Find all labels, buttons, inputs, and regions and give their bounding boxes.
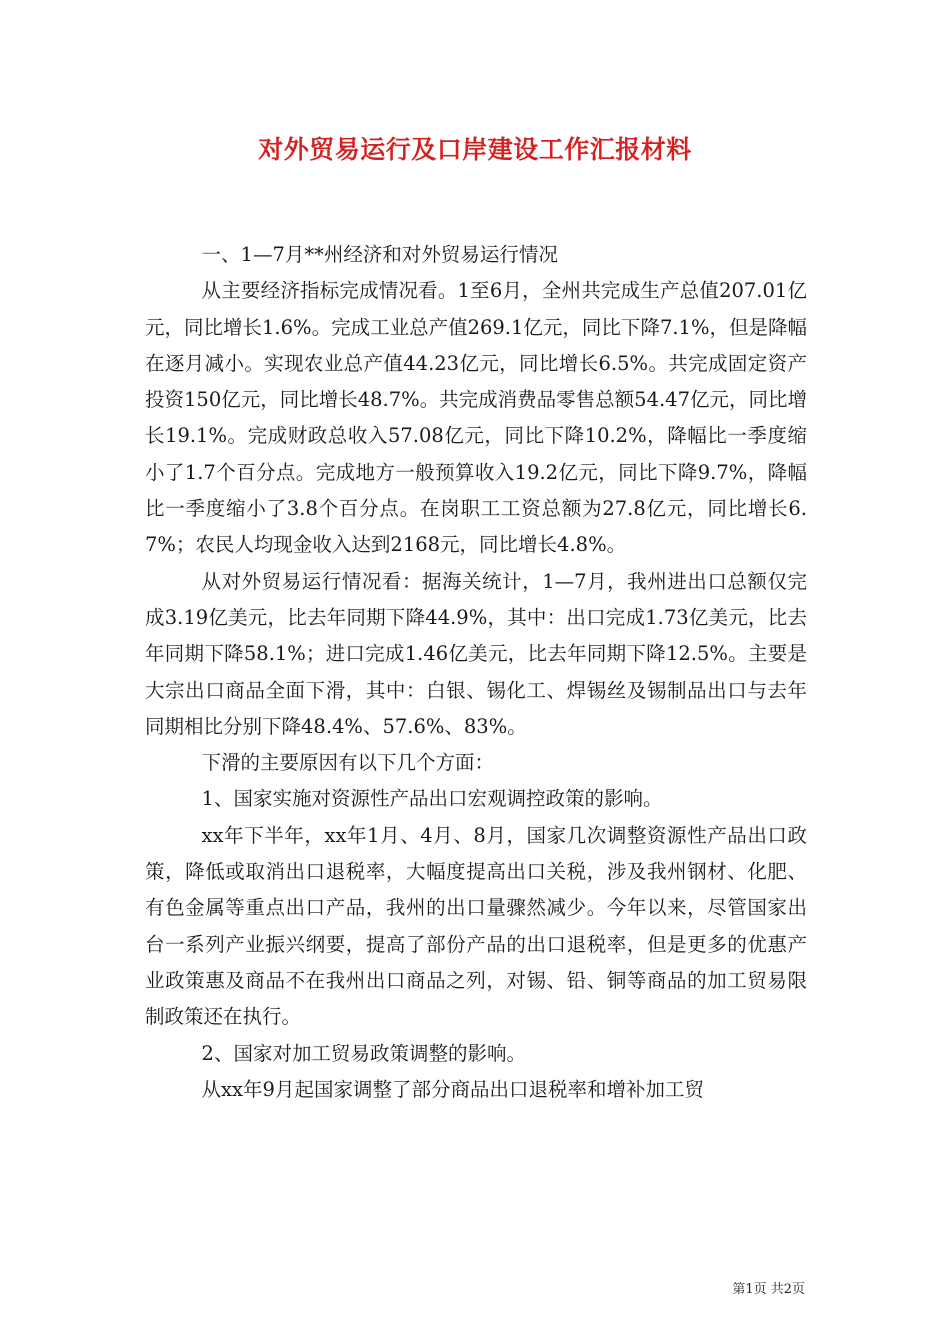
paragraph-foreign-trade: 从对外贸易运行情况看：据海关统计，1—7月，我州进出口总额仅完成3.19亿美元，比去年同期下降44.9%，其中：出口完成1.73亿美元，比去年同期下降58.1%；进口完成1.46亿美元，比去年同期下降12.5%。主要是大宗出口商品全面下滑，其中：白银、锡化工、焊锡丝及锡制品出口与去年同期相比分别下降48.4%、57.6%、83%。 (145, 569, 807, 738)
subheading-resource-policy: 1、国家实施对资源性产品出口宏观调控政策的影响。 (201, 787, 663, 811)
paragraph-decline-reasons: 下滑的主要原因有以下几个方面： (201, 751, 495, 775)
document-body (145, 237, 807, 1108)
paragraph-economic-indicators: 从主要经济指标完成情况看。1至6月，全州共完成生产总值207.01亿元，同比增长1.6%。完成工业总产值269.1亿元，同比下降7.1%，但是降幅在逐月减小。实现农业总产值44.23亿元，同比增长6.5%。共完成固定资产投资150亿元，同比增长48.7%。共完成消费品零售总额54.47亿元，同比增长19.1%。完成财政总收入57.08亿元，同比下降10.2%，降幅比一季度缩小了1.7个百分点。完成地方一般预算收入19.2亿元，同比下降9.7%，降幅比一季度缩小了3.8个百分点。在岗职工工资总额为27.8亿元，同比增长6.7%；农民人均现金收入达到2168元，同比增长4.8%。 (145, 279, 807, 557)
section-heading: 一、1—7月**州经济和对外贸易运行情况 (201, 243, 558, 266)
page-number-footer: 第1页 共2页 (732, 1282, 805, 1297)
paragraph-processing-trade: 从xx年9月起国家调整了部分商品出口退税率和增补加工贸 (201, 1077, 704, 1101)
document-title: 对外贸易运行及口岸建设工作汇报材料 (258, 135, 692, 164)
paragraph-resource-policy: xx年下半年，xx年1月、4月、8月，国家几次调整资源性产品出口政策，降低或取消出口退税率，大幅度提高出口关税，涉及我州钢材、化肥、有色金属等重点出口产品，我州的出口量骤然减少。今年以来，尽管国家出台一系列产业振兴纲要，提高了部份产品的出口退税率，但是更多的优惠产业政策惠及商品不在我州出口商品之列，对锡、铅、铜等商品的加工贸易限制政策还在执行。 (145, 823, 807, 1029)
subheading-processing-trade: 2、国家对加工贸易政策调整的影响。 (201, 1041, 526, 1065)
